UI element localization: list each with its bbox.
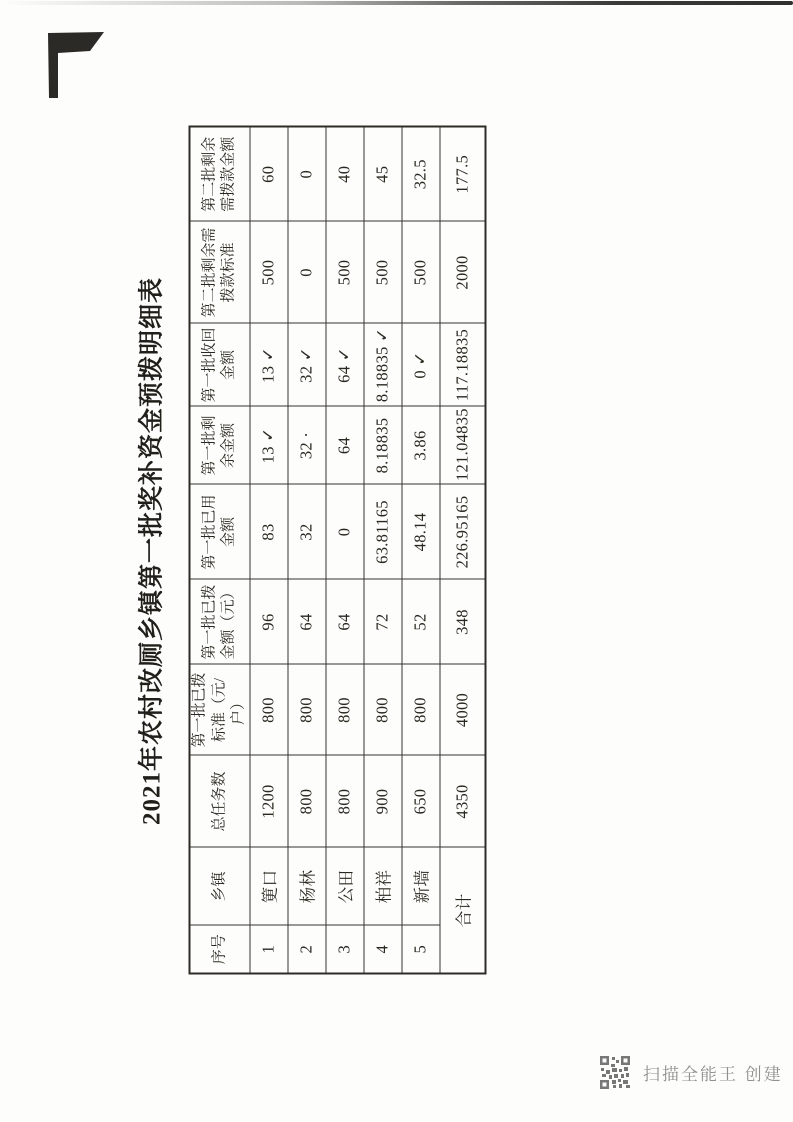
table-cell: 杨林 [288,848,326,926]
table-cell: 0 [288,222,326,324]
column-header: 总任务数 [190,756,250,848]
table-cell: 3.86 [402,407,440,485]
table-cell: 筻口 [250,848,288,926]
totals-label-cell: 合计 [440,848,486,974]
totals-cell: 117.18835 [440,324,486,407]
column-header: 第一批剩余金额 [190,407,250,485]
table-cell: 900 [364,756,402,848]
table-cell: 60 [250,127,288,222]
table-cell: 500 [326,222,364,324]
table-totals-row [440,127,486,974]
table-row [402,127,440,974]
scanner-watermark [600,1056,783,1089]
column-header: 第一批收回金额 [190,324,250,407]
table-cell: 13 ✓ [250,324,288,407]
table-cell: 新墙 [402,848,440,926]
table-cell: 52 [402,580,440,665]
totals-cell: 226.95165 [440,485,486,580]
table-cell: 48.14 [402,485,440,580]
table-cell: 40 [326,127,364,222]
table-cell: 8.18835 ✓ [364,324,402,407]
table-cell: 500 [250,222,288,324]
qr-code-icon [600,1056,630,1089]
column-header: 第二批剩余需拨款标准 [190,222,250,324]
document-title: 2021年农村改厕乡镇第一批奖补资金预拨明细表 [138,277,166,826]
table-cell: 0 [288,127,326,222]
folded-corner-mark [44,30,108,102]
table-row [326,127,364,974]
table-cell: 1200 [250,756,288,848]
table-cell: 0 ✓ [402,324,440,407]
column-header: 第一批已拨标准（元/户） [190,665,250,756]
table-cell: 800 [288,756,326,848]
table-cell: 13 ✓ [250,407,288,485]
table-cell: 72 [364,580,402,665]
column-header: 序号 [190,926,250,974]
table-cell: 64 ✓ [326,324,364,407]
table-cell: 64 [288,580,326,665]
table-cell: 800 [326,665,364,756]
table-cell: 63.81165 [364,485,402,580]
scan-edge-artifact [0,1,793,5]
table-cell: 8.18835 [364,407,402,485]
totals-cell: 348 [440,580,486,665]
table-row [250,127,288,974]
table-cell: 64 [326,580,364,665]
totals-cell: 177.5 [440,127,486,222]
table-cell: 83 [250,485,288,580]
table-row [288,127,326,974]
table-cell: 500 [402,222,440,324]
totals-cell: 4000 [440,665,486,756]
totals-cell: 121.04835 [440,407,486,485]
totals-cell: 2000 [440,222,486,324]
table-cell: 800 [364,665,402,756]
table-cell: 公田 [326,848,364,926]
table-cell: 2 [288,926,326,974]
table-cell: 650 [402,756,440,848]
table-cell: 800 [250,665,288,756]
table-cell: 32.5 [402,127,440,222]
data-table [189,126,487,975]
table-cell: 32 ✓ [288,324,326,407]
table-cell: 45 [364,127,402,222]
column-header: 第一批已用金额 [190,485,250,580]
table-cell: 柏祥 [364,848,402,926]
column-header: 第一批已拨金额（元） [190,580,250,665]
table-cell: 0 [326,485,364,580]
table-cell: 32 · [288,407,326,485]
table-header-row [190,127,250,974]
rotated-document [129,128,479,975]
table-cell: 3 [326,926,364,974]
totals-cell: 4350 [440,756,486,848]
table-cell: 800 [288,665,326,756]
table-cell: 96 [250,580,288,665]
table-cell: 4 [364,926,402,974]
table-cell: 64 [326,407,364,485]
watermark-text: 扫描全能王 创建 [643,1065,783,1084]
table-cell: 500 [364,222,402,324]
table-cell: 32 [288,485,326,580]
column-header: 第二批剩余需拨款金额 [190,127,250,222]
table-cell: 5 [402,926,440,974]
table-body [250,127,486,974]
table-cell: 800 [326,756,364,848]
table-cell: 1 [250,926,288,974]
table-row [364,127,402,974]
column-header: 乡镇 [190,848,250,926]
table-cell: 800 [402,665,440,756]
